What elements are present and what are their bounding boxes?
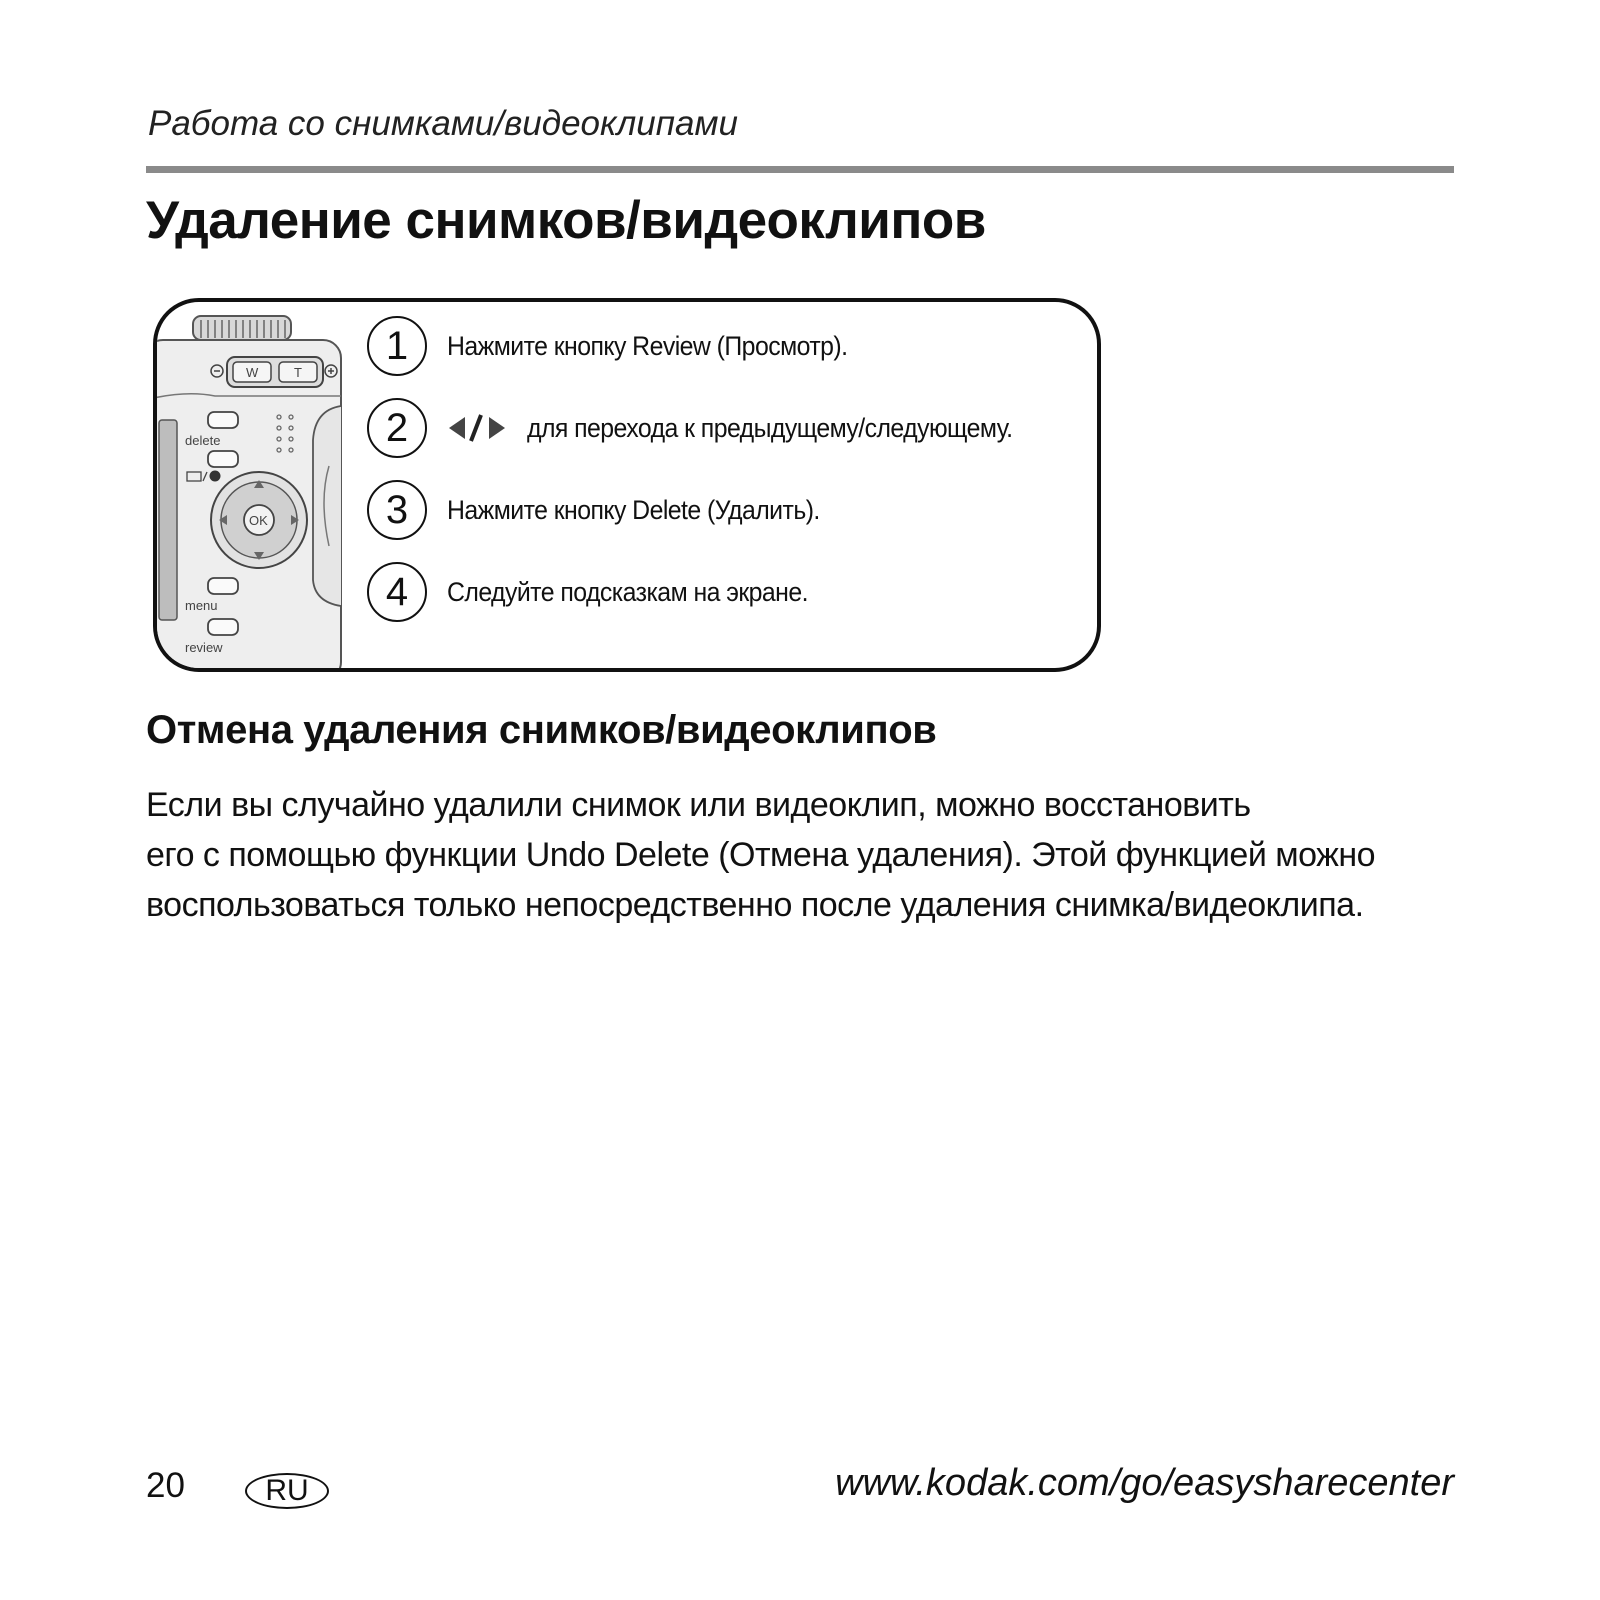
body-line: воспользоваться только непосредственно после удаления снимка/видеоклипа. — [146, 886, 1364, 924]
steps-panel — [153, 298, 1101, 672]
language-badge: RU — [245, 1473, 329, 1509]
step-text: для перехода к предыдущему/следующему. — [527, 412, 1013, 443]
step-3 — [367, 478, 852, 542]
menu-button — [208, 578, 238, 594]
page-number: 20 — [146, 1466, 185, 1505]
zoom-w-label: W — [246, 365, 259, 380]
section-title: Отмена удаления снимков/видеоклипов — [146, 708, 937, 752]
step-4 — [367, 560, 839, 624]
step-text: Следуйте подсказкам на экране. — [447, 576, 808, 607]
zoom-t-label: T — [294, 365, 302, 380]
step-text: Нажмите кнопку Review (Просмотр). — [447, 330, 848, 361]
section-body — [146, 780, 1466, 930]
body-line: его с помощью функции Undo Delete (Отмена удаления). Этой функцией можно — [146, 836, 1376, 874]
camera-grip — [313, 406, 341, 606]
delete-button — [208, 412, 238, 428]
ok-label: OK — [249, 513, 268, 528]
step-text: Нажмите кнопку Delete (Удалить). — [447, 494, 820, 525]
step-2 — [367, 396, 1055, 460]
step-number: 3 — [367, 480, 427, 540]
review-button — [208, 619, 238, 635]
menu-label: menu — [185, 598, 218, 613]
step-1 — [367, 314, 882, 378]
running-header: Работа со снимками/видеоклипами — [148, 104, 738, 143]
info-icon — [210, 471, 221, 482]
delete-label: delete — [185, 433, 221, 448]
review-label: review — [185, 640, 223, 655]
step-number: 2 — [367, 398, 427, 458]
body-line: Если вы случайно удалили снимок или видеоклип, можно восстановить — [146, 786, 1251, 824]
lcd-edge — [159, 420, 177, 620]
page-title: Удаление снимков/видеоклипов — [146, 191, 986, 250]
header-rule — [146, 166, 1454, 173]
step-number: 4 — [367, 562, 427, 622]
left-right-arrows-icon — [447, 411, 507, 445]
step-number: 1 — [367, 316, 427, 376]
info-button — [208, 451, 238, 467]
footer-url: www.kodak.com/go/easysharecenter — [835, 1462, 1454, 1504]
camera-back-illustration — [153, 310, 355, 672]
